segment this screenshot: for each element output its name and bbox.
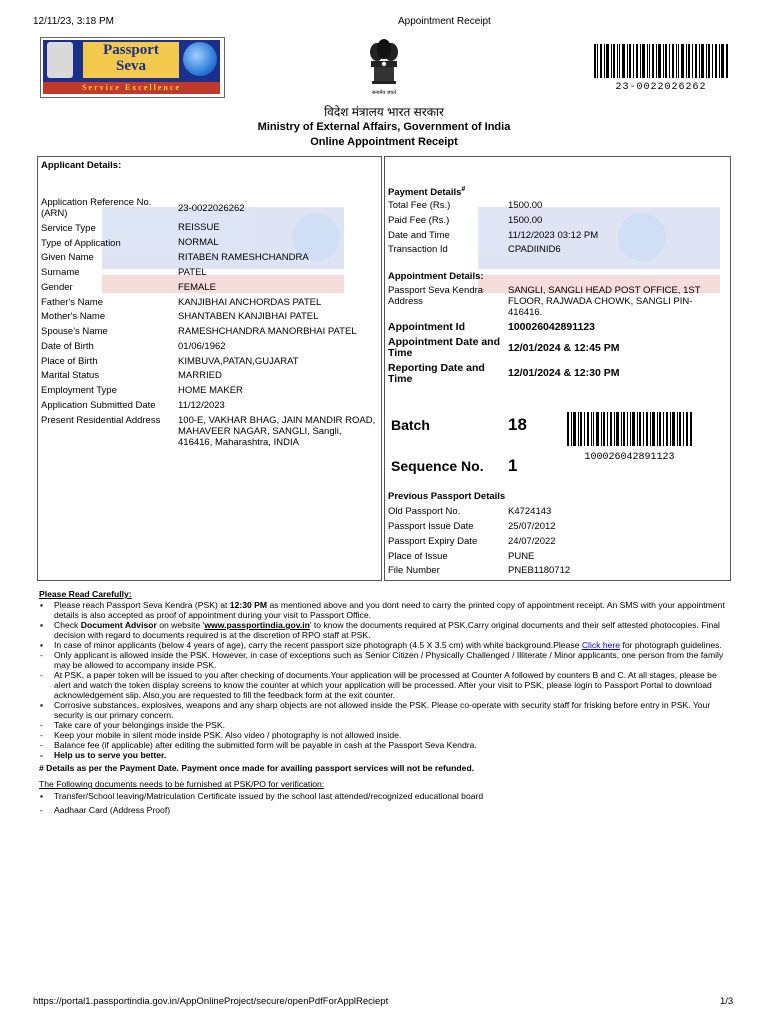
national-emblem-icon: [364, 38, 404, 98]
print-title: Appointment Receipt: [398, 16, 491, 27]
document-text: Transfer/School leaving/Matriculation Certificate issued by the school last attended/recognized educational board: [54, 791, 484, 801]
value-transaction-id: CPADIINID6: [508, 244, 561, 255]
payment-title: [388, 184, 465, 198]
label-marital-status: Marital Status: [41, 370, 100, 381]
label-surname: Surname: [41, 267, 80, 278]
label-type-of-application: Type of Application: [41, 238, 121, 249]
label-appointment-datetime: Appointment Date and Time: [388, 336, 500, 359]
instruction-text: Please reach Passport Seva Kendra (PSK) at: [54, 600, 230, 610]
website-link[interactable]: www.passportindia.gov.in: [204, 620, 310, 630]
value-old-passport: K4724143: [508, 506, 552, 517]
value-submitted-date: 11/12/2023: [178, 400, 225, 411]
instruction-text: Check: [54, 620, 81, 630]
appointment-barcode: [567, 412, 692, 446]
photo-guidelines-link[interactable]: Click here: [581, 640, 621, 650]
document-text: Aadhaar Card (Address Proof): [54, 805, 171, 815]
value-appointment-datetime: 12/01/2024 & 12:45 PM: [508, 342, 620, 354]
instruction-text: ' to know the documents required at PSK.Carry original documents and their self attested photocopies. Final decision with regard to documents required is at the discretion of RPO staff at PSK.: [54, 620, 720, 640]
page-number: 1/3: [720, 996, 734, 1007]
label-mothers-name: Mother's Name: [41, 311, 106, 322]
receipt-heading: Online Appointment Receipt: [310, 136, 458, 148]
label-date-of-birth: Date of Birth: [41, 341, 94, 352]
payment-title-mark: #: [461, 186, 466, 193]
value-reporting-datetime: 12/01/2024 & 12:30 PM: [508, 367, 620, 379]
logo-line1: Passport: [103, 42, 159, 58]
label-issue-date: Passport Issue Date: [388, 521, 474, 532]
arn-barcode: [594, 44, 728, 78]
value-spouses-name: RAMESHCHANDRA MANORBHAI PATEL: [178, 326, 357, 337]
value-file-number: PNEB1180712: [508, 565, 571, 576]
value-surname: PATEL: [178, 267, 207, 278]
value-type-of-application: NORMAL: [178, 237, 219, 248]
instruction-text: Keep your mobile in silent mode inside PSK. Also video / photography is not allowed inside.: [54, 730, 402, 740]
hindi-heading: विदेश मंत्रालय भारत सरकार: [324, 105, 444, 119]
previous-title: Previous Passport Details: [388, 491, 506, 502]
value-payment-datetime: 11/12/2023 03:12 PM: [508, 230, 599, 241]
instruction-text: as mentioned above and you dont need to carry the printed copy of appointment receipt. An SMS with your appointment details is also accepted as proof of appointment during your visit to Passport Office.: [54, 600, 725, 620]
instruction-text: Only applicant is allowed inside the PSK. However, in case of exceptions such as Senior Citizen / Physically Challenged / Illiterate / Minor applicants, one person from the family may be allowed to accompany inside PSK.: [54, 650, 724, 670]
label-transaction-id: Transaction Id: [388, 244, 448, 255]
instruction-item: ▪ Corrosive substances, explosives, weapons and any sharp objects are not allowed inside the PSK. Please co-operate with security staff for frisking before entry in PSK. Your security is our primary concern.: [40, 700, 711, 720]
instruction-item: - Take care of your belongings inside the PSK.: [40, 720, 226, 730]
value-psk-address: SANGLI, SANGLI HEAD POST OFFICE, 1ST FLOOR, RAJWADA CHOWK, SANGLI PIN-416416.: [508, 285, 701, 318]
logo-band: Service Excellence: [43, 82, 220, 94]
value-place-of-birth: KIMBUVA,PATAN,GUJARAT: [178, 356, 299, 367]
value-batch: 18: [508, 415, 527, 434]
label-residential-address: Present Residential Address: [41, 415, 161, 426]
label-old-passport: Old Passport No.: [388, 506, 461, 517]
globe-icon: [183, 42, 217, 76]
label-batch: Batch: [391, 417, 430, 433]
footer-url: https://portal1.passportindia.gov.in/AppOnlineProject/secure/openPdfForApplReciept: [33, 996, 389, 1007]
instruction-item: - At PSK, a paper token will be issued to you after checking of documents.Your application will be processed at Counter A followed by counters B and C. At all stages, please be alert and watch the token display screens to know the counter at which your application will be processed. After your visit to PSK, please login to Passport Portal to download acknowledgement slip. Also,you are requested to fill the feedback form at the exit counter.: [40, 670, 717, 700]
emblem-caption: सत्यमेव जयते: [371, 90, 397, 96]
value-fathers-name: KANJIBHAI ANCHORDAS PATEL: [178, 297, 322, 308]
instruction-text: for photograph guidelines.: [620, 640, 722, 650]
label-psk-address: Passport Seva Kendra Address: [388, 285, 484, 307]
document-item: ▪ Transfer/School leaving/Matriculation Certificate issued by the school last attended/recognized educational board: [40, 791, 484, 801]
value-date-of-birth: 01/06/1962: [178, 341, 226, 352]
label-arn: Application Reference No. (ARN): [41, 197, 152, 219]
value-arn: 23-0022026262: [178, 203, 245, 214]
instruction-item: - Help us to serve you better.: [40, 750, 167, 760]
instruction-item: - Keep your mobile in silent mode inside PSK. Also video / photography is not allowed inside.: [40, 730, 402, 740]
label-expiry-date: Passport Expiry Date: [388, 536, 478, 547]
value-expiry-date: 24/07/2022: [508, 536, 556, 547]
label-total-fee: Total Fee (Rs.): [388, 200, 451, 211]
value-issue-date: 25/07/2012: [508, 521, 556, 532]
label-appointment-id: Appointment Id: [388, 321, 465, 333]
label-place-of-issue: Place of Issue: [388, 551, 448, 562]
appointment-barcode-text: 100026042891123: [584, 452, 675, 463]
label-gender: Gender: [41, 282, 73, 293]
label-service-type: Service Type: [41, 223, 96, 234]
appointment-title: Appointment Details:: [388, 271, 484, 282]
passport-seva-logo: [40, 37, 225, 98]
instruction-text: on website ': [156, 620, 205, 630]
instruction-item: - Only applicant is allowed inside the PSK. However, in case of exceptions such as Senior Citizen / Physically Challenged / Illiterate / Minor applicants, one person from the family may be allowed to accompany inside PSK.: [40, 650, 724, 670]
documents-title: The Following documents needs to be furnished at PSK/PO for verification:: [39, 779, 325, 789]
value-place-of-issue: PUNE: [508, 551, 535, 562]
label-payment-datetime: Date and Time: [388, 230, 450, 241]
instruction-text: At PSK, a paper token will be issued to you after checking of documents.Your application will be processed at Counter A followed by counters B and C. At all stages, please be alert and watch the token display screens to know the counter at which your application will be processed. After your visit to PSK, please login to Passport Portal to download acknowledgement slip. Also,you are requested to fill the feedback form at the exit counter.: [54, 670, 717, 700]
value-employment-type: HOME MAKER: [178, 385, 243, 396]
payment-note: # Details as per the Payment Date. Payment once made for availing passport services will not be refunded.: [39, 763, 475, 773]
value-paid-fee: 1500.00: [508, 215, 543, 226]
instruction-bold: 12:30 PM: [229, 600, 268, 610]
instruction-text: In case of minor applicants (below 4 years of age), carry the recent passport size photograph (4.5 X 3.5 cm) with white background.Please: [54, 640, 582, 650]
label-submitted-date: Application Submitted Date: [41, 400, 156, 411]
instruction-text: Help us to serve you better.: [54, 750, 167, 760]
value-given-name: RITABEN RAMESHCHANDRA: [178, 252, 309, 263]
emblem-small-icon: [47, 42, 73, 78]
label-paid-fee: Paid Fee (Rs.): [388, 215, 450, 226]
value-residential-address: 100-E, VAKHAR BHAG, JAIN MANDIR ROAD, MAHAVEER NAGAR, SANGLI, Sangli, 416416, Maharashtra, INDIA: [178, 415, 376, 448]
instruction-bold: Document Advisor: [80, 620, 157, 630]
value-sequence: 1: [508, 456, 518, 475]
instruction-item: - Balance fee (if applicable) after editing the submitted form will be payable in cash at the Passport Seva Kendra.: [40, 740, 477, 750]
value-service-type: REISSUE: [178, 222, 220, 233]
instruction-item: ▪ In case of minor applicants (below 4 years of age), carry the recent passport size photograph (4.5 X 3.5 cm) with white background.Please Click here for photograph guidelines.: [40, 640, 722, 650]
instruction-item: ▪ Check Document Advisor on website 'www.passportindia.gov.in' to know the documents required at PSK.Carry original documents and their self attested photocopies. Final decision with regard to documents required is at the discretion of RPO staff at PSK.: [40, 620, 720, 640]
logo-line2: Seva: [116, 58, 146, 74]
print-datetime: 12/11/23, 3:18 PM: [33, 16, 114, 27]
watermark-logo-left: [102, 207, 344, 295]
label-fathers-name: Father's Name: [41, 297, 104, 308]
value-gender: FEMALE: [178, 282, 217, 293]
instruction-item: ▪ Please reach Passport Seva Kendra (PSK) at 12:30 PM as mentioned above and you dont need to carry the printed copy of appointment receipt. An SMS with your appointment details is also accepted as proof of appointment during your visit to Passport Office.: [40, 600, 725, 620]
ministry-heading: Ministry of External Affairs, Government of India: [257, 121, 511, 133]
instructions: [39, 589, 731, 815]
value-marital-status: MARRIED: [178, 370, 222, 381]
payment-title-text: Payment Details: [388, 187, 462, 199]
label-employment-type: Employment Type: [41, 385, 117, 396]
instruction-text: Balance fee (if applicable) after editing the submitted form will be payable in cash at the Passport Seva Kendra.: [54, 740, 477, 750]
label-given-name: Given Name: [41, 252, 94, 263]
document-item: - Aadhaar Card (Address Proof): [40, 805, 171, 815]
arn-barcode-text: 23-0022026262: [615, 82, 707, 93]
label-spouses-name: Spouse's Name: [41, 326, 108, 337]
label-place-of-birth: Place of Birth: [41, 356, 98, 367]
value-total-fee: 1500.00: [508, 200, 543, 211]
applicant-title: Applicant Details:: [41, 160, 122, 171]
label-reporting-datetime: Reporting Date and Time: [388, 362, 485, 385]
instruction-text: Take care of your belongings inside the PSK.: [54, 720, 226, 730]
value-appointment-id: 100026042891123: [508, 321, 596, 333]
value-mothers-name: SHANTABEN KANJIBHAI PATEL: [178, 311, 319, 322]
instructions-title: Please Read Carefully:: [39, 589, 132, 599]
label-file-number: File Number: [388, 565, 440, 576]
label-sequence: Sequence No.: [391, 458, 484, 474]
instruction-text: Corrosive substances, explosives, weapons and any sharp objects are not allowed inside the PSK. Please co-operate with security staff for frisking before entry in PSK. Your security is our primary concern.: [54, 700, 711, 720]
